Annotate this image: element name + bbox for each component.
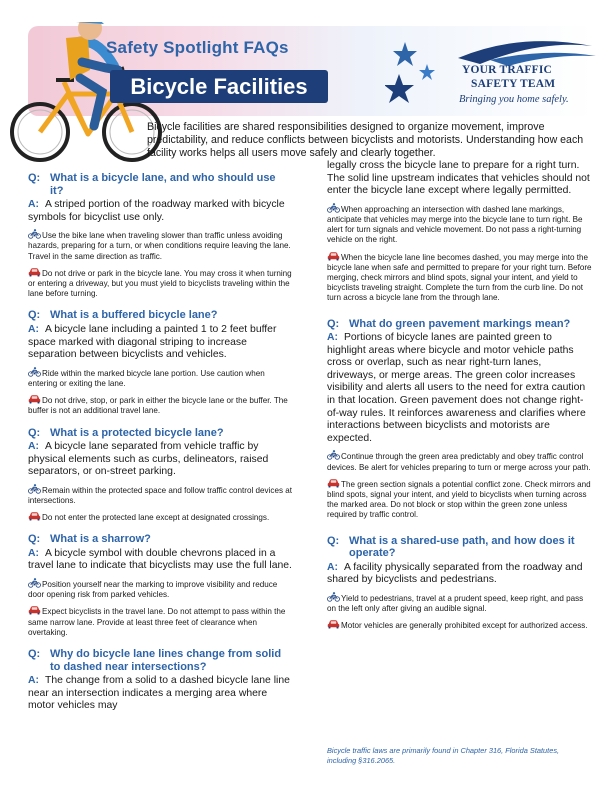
faq-answer: A: The change from a solid to a dashed bicycle lane line near an intersection indicates a merging area where motor vehicles may [28, 675, 290, 712]
faq-column-left [28, 172, 292, 713]
faq-question: Q: What is a bicycle lane, and who should use it? [28, 172, 276, 197]
faq-question: Q: What is a buffered bicycle lane? [28, 309, 218, 322]
car-icon [28, 394, 41, 404]
bicycle-icon [28, 484, 41, 494]
bicycle-icon [28, 578, 41, 588]
bicyclist-tip: Ride within the marked bicycle lane portion. Use caution when entering or exiting the lane. [28, 368, 265, 388]
faq-answer: A: A striped portion of the roadway marked with bicycle symbols for bicyclist use only. [28, 199, 285, 223]
bicyclist-tip: Continue through the green area predictably and obey traffic control devices. Be alert for vehicles preparing to turn or merge across your path. [327, 452, 591, 472]
car-icon [28, 605, 41, 615]
faq-answer: A: A bicycle lane including a painted 1 to 2 feet buffer space marked with diagonal striping to increase separation between bicyclists and vehicles. [28, 323, 277, 361]
car-icon [327, 619, 340, 629]
motorist-tip: Do not enter the protected lane except at designated crossings. [28, 511, 292, 523]
faq-question: Q: What do green pavement markings mean? [327, 317, 571, 330]
faq-answer: A: Portions of bicycle lanes are painted green to highlight areas where bicycle and motor vehicle paths cross or overlap, such as near right-turn lanes, driveways, or merge areas. The green color increases visibility and alerts all users to the need for extra caution in that location. Green pavement does not change right-of-way rules. It reinforces awareness and clarifies where interactions between bicyclists and motorists are expected. [327, 332, 586, 444]
faq-question: Q: Why do bicycle lane lines change from solid to dashed near intersections? [28, 648, 282, 673]
faq-answer: A: A bicycle lane separated from vehicle traffic by physical elements such as curbs, delineators, raised separators, or on-street parking. [28, 441, 269, 478]
page-title: Bicycle Facilities [130, 74, 308, 99]
faq-question: Q: What is a sharrow? [28, 533, 151, 546]
faq-question: Q: What is a protected bicycle lane? [28, 426, 224, 439]
spotlight-heading: Safety Spotlight FAQs [106, 38, 289, 57]
bicyclist-tip: Yield to pedestrians, travel at a prudent speed, keep right, and pass on the left only after giving an audible signal. [327, 593, 584, 614]
bicyclist-tip: Use the bike lane when traveling slower than traffic unless avoiding hazards, preparing for a turn, or when conditions require leaving the lane. Travel in the same direction as traffic. [28, 231, 291, 261]
car-icon [28, 267, 41, 277]
motorist-tip: Motor vehicles are generally prohibited except for authorized access. [327, 619, 592, 631]
motorist-tip: Expect bicyclists in the travel lane. Do not attempt to pass within the same narrow lane. Provide at least three feet of clearance when overtaking. [28, 607, 286, 637]
car-icon [327, 478, 340, 488]
faq-answer: A: A facility physically separated from the roadway and shared by bicyclists and pedestrians. [327, 561, 583, 586]
bicycle-icon [28, 229, 41, 239]
car-icon [327, 251, 340, 261]
faq-answer: A: A bicycle symbol with double chevrons placed in a travel lane to indicate that bicyclists may use the full lane. [28, 547, 292, 572]
car-icon [28, 511, 41, 521]
bicyclist-tip: When approaching an intersection with dashed lane markings, anticipate that vehicles may merge into the bicycle lane to turn right. Be alert for turn signals and vehicle movement. Do not pass a right-turning vehicle on the right. [327, 204, 583, 245]
title-box [110, 70, 328, 103]
motorist-tip: Do not drive, stop, or park in either the bicycle lane or the buffer. The buffer is not an additional travel lane. [28, 396, 288, 416]
bicyclist-tip: Position yourself near the marking to improve visibility and reduce door opening risk from parked vehicles. [28, 580, 278, 600]
motorist-tip: Do not drive or park in the bicycle lane. You may cross it when turning or entering a driveway, but you must yield to bicyclists traveling within the lane before turning. [28, 268, 292, 299]
motorist-tip: The green section signals a potential conflict zone. Check mirrors and blind spots, signal your intent, and yield to bicyclists when turning across the marked area. Do not block or stop within the green zone unless required by traffic control. [327, 479, 591, 520]
bicycle-icon [327, 450, 340, 460]
faq-column-right [327, 160, 592, 631]
bicycle-icon [327, 203, 340, 213]
bicycle-icon [327, 592, 340, 602]
logo-tagline: Bringing you home safely. [459, 94, 569, 105]
motorist-tip: When the bicycle lane line becomes dashed, you may merge into the bicycle lane when safe and permitted to prepare for your right turn. Before merging, check mirrors and blind spots, signal your intent, and yield to bicyclists traveling straight. Complete the turn from the curb line. Do not turn across a bicycle lane from the through lane. [327, 252, 592, 303]
statute-footnote: Bicycle traffic laws are primarily found in Chapter 316, Florida Statutes, including §316.2065. [327, 746, 560, 765]
bicyclist-tip: Remain within the protected space and follow traffic control devices at intersections. [28, 485, 292, 505]
logo-text-line1: YOUR TRAFFIC [462, 64, 553, 76]
bicycle-icon [28, 367, 41, 377]
intro-paragraph: Bicycle facilities are shared responsibilities designed to organize movement, improve predictability, and reduce conflicts between bicyclists and motorists. Understanding how each facility works helps all users move safely and clearly together. [147, 121, 584, 159]
faq-answer-continued: legally cross the bicycle lane to prepare for a right turn. The solid line upstream indicates that vehicles should not enter the bicycle lane except where legally permitted. [327, 160, 590, 197]
logo-text-line2: SAFETY TEAM [471, 78, 556, 90]
faq-question: Q: What is a shared-use path, and how does it operate? [327, 534, 575, 560]
